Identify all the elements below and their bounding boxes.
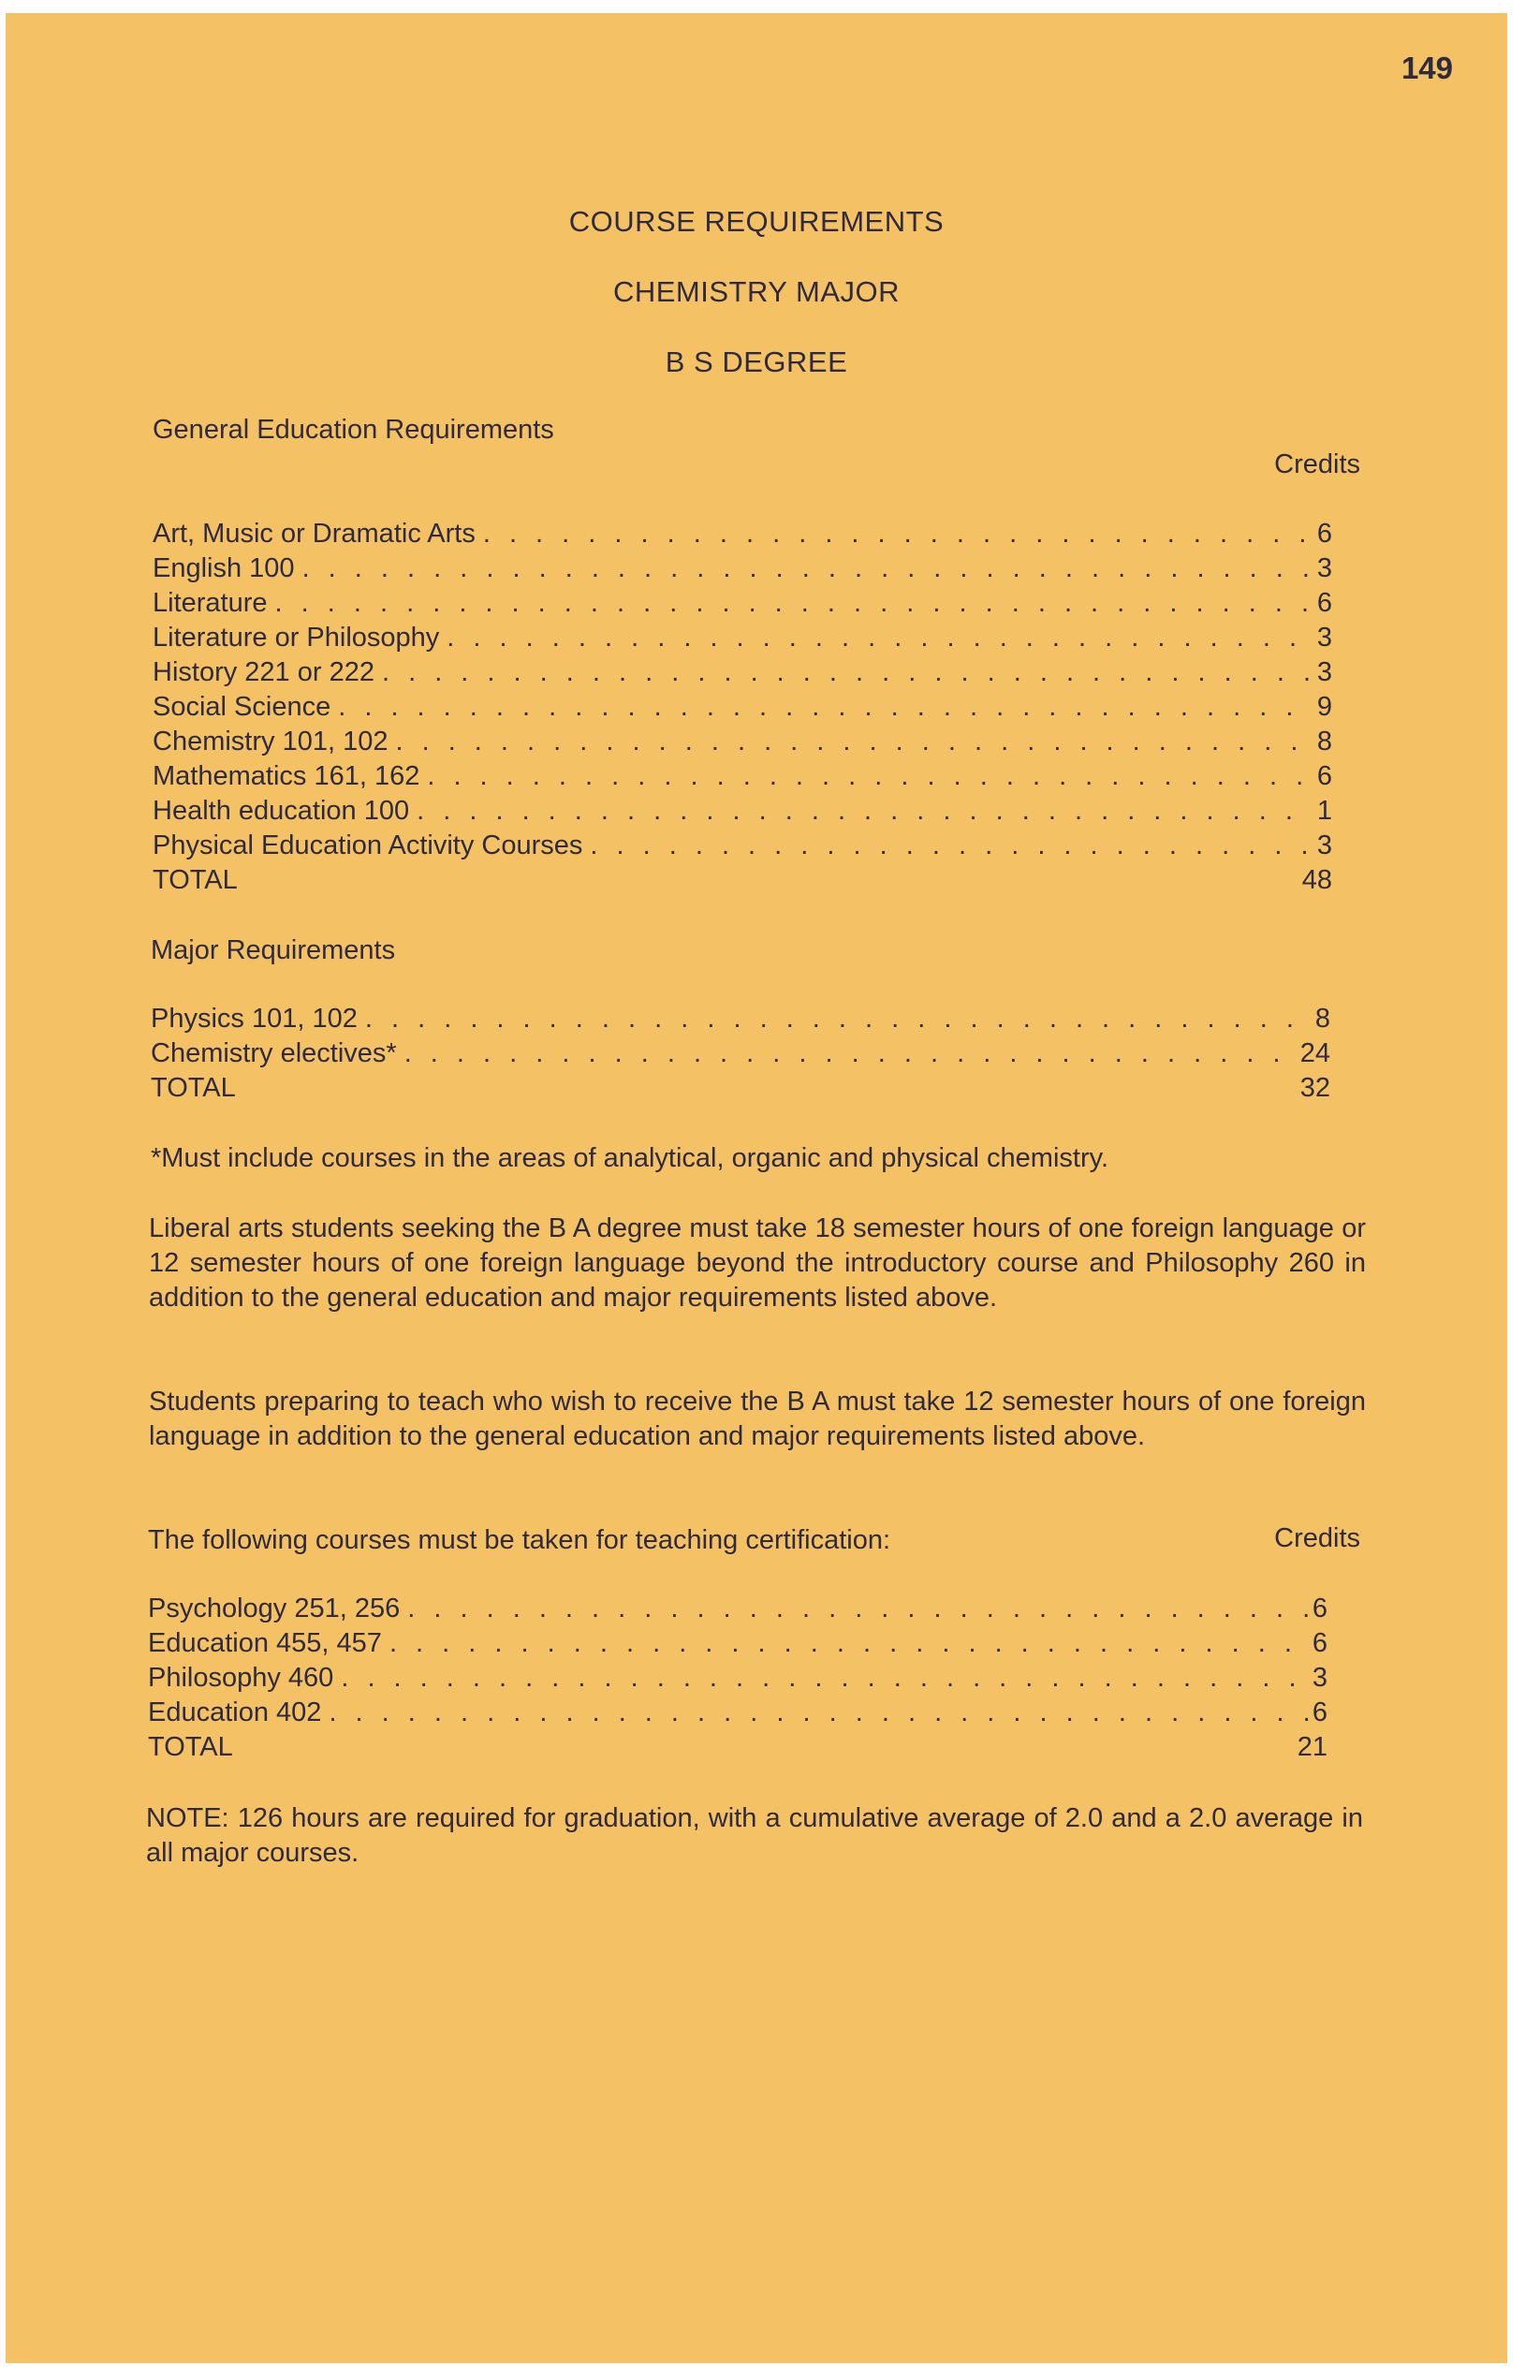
dot-leader <box>483 519 1313 550</box>
total-value: 21 <box>1297 1732 1327 1762</box>
table-row <box>153 623 1332 657</box>
dot-leader <box>389 1628 1309 1659</box>
teaching-paragraph: Students preparing to teach who wish to receive the B A must take 12 semester hours of one foreign language in addition to the general education and major requirements listed above. <box>149 1387 1366 1451</box>
general-education-heading: General Education Requirements <box>153 415 554 445</box>
course-credits: 6 <box>1312 1628 1327 1658</box>
graduation-note: NOTE: 126 hours are required for graduation, with a cumulative average of 2.0 and a 2.0 average in all major courses. <box>146 1803 1363 1868</box>
course-label: Psychology 251, 256 <box>148 1594 401 1623</box>
major-requirements-heading: Major Requirements <box>151 935 396 965</box>
table-row <box>153 761 1332 796</box>
dot-leader <box>275 588 1313 619</box>
total-row <box>151 1073 1330 1108</box>
dot-leader <box>338 692 1313 723</box>
table-row <box>153 553 1332 588</box>
course-label: Philosophy 460 <box>148 1663 334 1693</box>
dot-leader <box>395 727 1313 757</box>
course-credits: 3 <box>1316 553 1332 583</box>
footnote: *Must include courses in the areas of analytical, organic and physical chemistry. <box>151 1143 1109 1173</box>
course-credits: 3 <box>1316 657 1332 687</box>
course-label: Education 455, 457 <box>148 1628 382 1658</box>
course-credits: 6 <box>1312 1594 1327 1623</box>
course-credits: 8 <box>1316 727 1332 757</box>
title-chemistry-major: CHEMISTRY MAJOR <box>612 275 901 308</box>
course-credits: 3 <box>1312 1663 1327 1693</box>
dot-leader <box>329 1697 1308 1728</box>
course-credits: 3 <box>1316 830 1332 860</box>
table-row <box>153 830 1332 865</box>
course-credits: 1 <box>1316 796 1332 826</box>
dot-leader <box>302 553 1313 584</box>
dot-leader <box>427 761 1313 792</box>
course-label: English 100 <box>153 553 295 583</box>
course-label: Mathematics 161, 162 <box>153 761 420 791</box>
dot-leader <box>365 1004 1312 1035</box>
course-credits: 6 <box>1316 761 1332 791</box>
dot-leader <box>407 1594 1309 1624</box>
title-bs-degree: B S DEGREE <box>665 345 848 378</box>
certification-credits-label: Credits <box>1274 1523 1360 1553</box>
major-requirements-table <box>151 1004 1330 1108</box>
title-course-requirements: COURSE REQUIREMENTS <box>568 205 945 238</box>
course-label: Physics 101, 102 <box>151 1004 358 1034</box>
general-education-credits-label: Credits <box>1274 449 1360 479</box>
table-row <box>153 727 1332 761</box>
course-label: Health education 100 <box>153 796 410 826</box>
course-credits: 24 <box>1299 1038 1330 1068</box>
certification-table <box>148 1594 1327 1767</box>
course-label: Chemistry electives* <box>151 1038 397 1068</box>
course-label: Social Science <box>153 692 331 722</box>
total-label: TOTAL <box>151 1073 236 1103</box>
course-label: Art, Music or Dramatic Arts <box>153 519 476 549</box>
table-row <box>151 1038 1330 1073</box>
table-row <box>153 657 1332 692</box>
page-number: 149 <box>1401 51 1453 85</box>
table-row <box>153 519 1332 553</box>
total-row <box>148 1732 1327 1767</box>
table-row <box>151 1004 1330 1038</box>
certification-heading: The following courses must be taken for teaching certification: <box>148 1525 891 1555</box>
total-row <box>153 865 1332 900</box>
table-row <box>148 1628 1327 1663</box>
total-label: TOTAL <box>153 865 238 895</box>
dot-leader <box>447 623 1313 654</box>
total-label: TOTAL <box>148 1732 233 1762</box>
dot-leader <box>417 796 1313 827</box>
table-row <box>153 692 1332 727</box>
dot-leader <box>382 657 1313 688</box>
total-value: 32 <box>1299 1073 1330 1103</box>
total-value: 48 <box>1301 865 1332 895</box>
dot-leader <box>590 830 1313 861</box>
table-row <box>153 588 1332 623</box>
course-credits: 6 <box>1312 1697 1327 1727</box>
course-label: Education 402 <box>148 1697 322 1727</box>
course-label: Chemistry 101, 102 <box>153 727 389 757</box>
dot-leader <box>404 1038 1297 1069</box>
liberal-arts-paragraph: Liberal arts students seeking the B A degree must take 18 semester hours of one foreign language or 12 semester hours of one foreign language beyond the introductory course and Philosophy 260 in addition to the general education and major requirements listed above. <box>149 1213 1366 1313</box>
course-credits: 6 <box>1316 588 1332 618</box>
course-credits: 6 <box>1316 519 1332 549</box>
course-label: Literature <box>153 588 268 618</box>
course-label: Physical Education Activity Courses <box>153 830 583 860</box>
course-credits: 3 <box>1316 623 1332 653</box>
table-row <box>153 796 1332 830</box>
catalog-page <box>6 13 1507 2363</box>
course-label: Literature or Philosophy <box>153 623 440 653</box>
course-label: History 221 or 222 <box>153 657 374 687</box>
course-credits: 9 <box>1316 692 1332 722</box>
course-credits: 8 <box>1314 1004 1330 1034</box>
table-row <box>148 1697 1327 1732</box>
table-row <box>148 1663 1327 1697</box>
dot-leader <box>341 1663 1309 1694</box>
table-row <box>148 1594 1327 1628</box>
general-education-table <box>153 519 1332 900</box>
